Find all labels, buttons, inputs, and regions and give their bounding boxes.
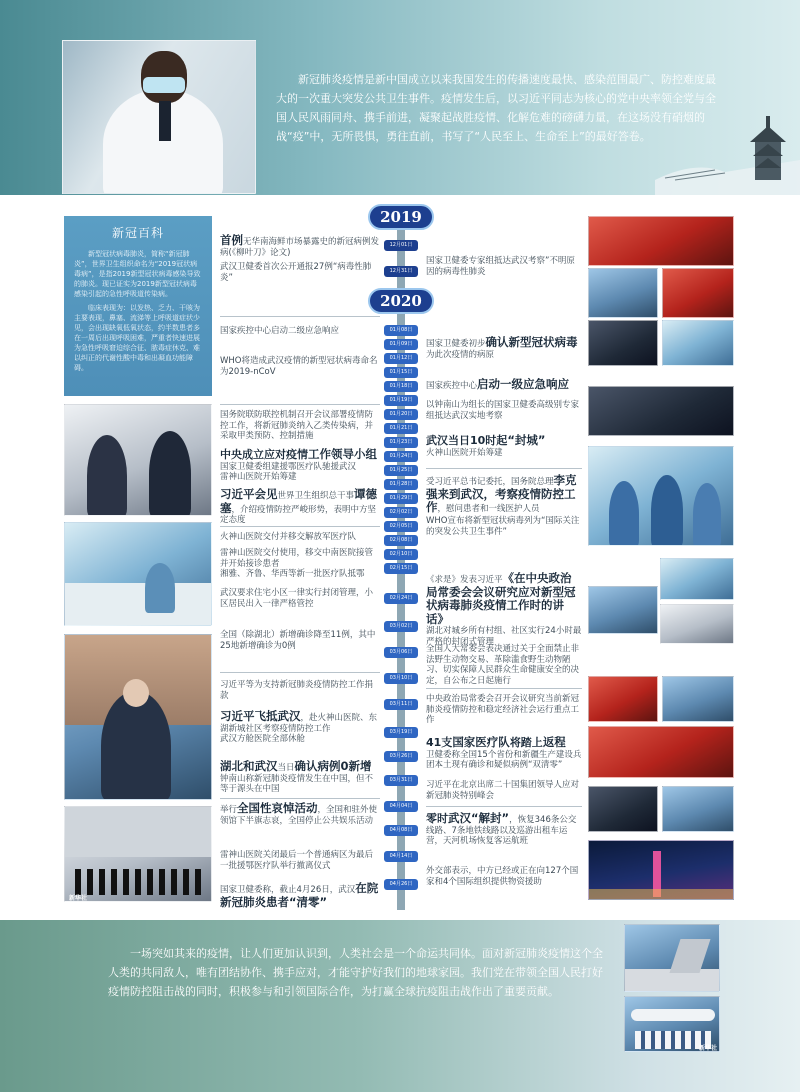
event-meet-tedros: 习近平会见世界卫生组织总干事谭德塞，介绍疫情防控严峻形势，表明中方坚定态度: [220, 487, 378, 525]
event-level1-response: 国家疾控中心启动一级应急响应: [426, 377, 570, 391]
peoples-hospital-photo: [588, 676, 658, 722]
event-politburo-meeting: 中央政治局常委会召开会议研究当前新冠肺炎疫情防控和稳定经济社会运行重点工作: [426, 694, 580, 725]
timeline-date: 02月05日: [384, 521, 418, 532]
event-huoshenshan: 火神山医院交付并移交解放军医疗队: [220, 532, 357, 542]
airport-photo: [662, 676, 734, 722]
timeline-date: 01月21日: [384, 423, 418, 434]
event-visit-wuhan: 习近平飞抵武汉，赴火神山医院、东湖新城社区考察疫情防控工作 武汉方舱医院全部休舱: [220, 709, 378, 744]
timeline-date: 12月01日: [384, 240, 418, 251]
watermark-xinhua: 新华社: [69, 895, 88, 902]
event-state-council: 国务院联防联控机制召开会议部署疫情防控工作，将新冠肺炎纳入乙类传染病，并采取甲类预防、控制措施: [220, 410, 374, 441]
event-leishenshan: 雷神山医院交付使用，移交中南医院接管并开始接诊患者 湘雅、齐鲁、华西等新一批医疗队抵鄂: [220, 548, 374, 579]
timeline-date: 04月08日: [384, 825, 418, 836]
event-patients-cleared: 国家卫健委称，截止4月26日，武汉在院新冠肺炎患者“清零”: [220, 881, 379, 909]
event-first-case: 首例无华南海鲜市场暴露史的新冠病例发病(《柳叶刀》论文): [220, 233, 380, 258]
ward-photo-c: [660, 604, 734, 644]
timeline-date: 02月08日: [384, 535, 418, 546]
event-wildlife-ban: 全国人大常委会表决通过关于全面禁止非法野生动物交易、革除滥食野生动物陋习、切实保障人民群众生命健康安全的决定，自公布之日起施行: [426, 644, 580, 686]
event-leading-group: 中央成立应对疫情工作领导小组 国家卫健委组建援鄂医疗队驰援武汉 雷神山医院开始筹建: [220, 447, 377, 482]
timeline-date: 03月19日: [384, 727, 418, 738]
timeline-date: 01月18日: [384, 381, 418, 392]
event-donation: 习近平等为支持新冠肺炎疫情防控工作捐款: [220, 680, 374, 701]
aid-plane-team-photo: [624, 996, 720, 1052]
motorcycle-photo: [588, 320, 658, 366]
event-pheic: WHO宣布将新型冠状病毒列为“国际关注的突发公共卫生事件”: [426, 516, 580, 537]
timeline-date: 04月04日: [384, 801, 418, 812]
covid-encyclopedia-box: [64, 216, 212, 396]
timeline-date: 01月29日: [384, 493, 418, 504]
city-lockdown-photo: [588, 386, 734, 436]
event-leishenshan-closed: 雷神山医院关闭最后一个普通病区为最后一批援鄂医疗队举行撤离仪式: [220, 850, 374, 871]
ward-photo-a: [660, 558, 734, 600]
timeline-date: 03月11日: [384, 699, 418, 710]
timeline-date: 01月20日: [384, 409, 418, 420]
timeline-date: 01月25日: [384, 465, 418, 476]
aid-plane-cargo-photo: [624, 924, 720, 992]
event-virus-confirmed: 国家卫健委初步确认新型冠状病毒为此次疫情的病原: [426, 335, 578, 360]
intro-paragraph: 新冠肺炎疫情是新中国成立以来我国发生的传播速度最快、感染范围最广、防控难度最大的一次重大突发公共卫生事件。疫情发生后，以习近平同志为核心的党中央率领全党与全国人民风雨同舟、携手前进，凝聚起战胜疫情、化解危难的磅礴力量，在这场没有硝烟的战“疫”中，无所畏惧，勇往直前，书写了“人民至上、生命至上”的最好答卷。: [276, 73, 716, 143]
national-mourning-photo: [64, 806, 212, 902]
year-2019-badge: 2019: [368, 204, 434, 230]
event-foreign-aid: 外交部表示，中方已经或正在向127个国家和4个国际组织提供物资援助: [426, 866, 579, 887]
event-community-lockdown: 武汉要求住宅小区一律实行封闭管理，小区居民出入一律严格管控: [220, 588, 374, 609]
event-zero-new-cases: 湖北和武汉当日确认病例0新增 钟南山称新冠肺炎疫情发生在中国，但不等于源头在中国: [220, 759, 374, 794]
event-qiushi-speech: 《求是》发表习近平《在中央政治局常委会会议研究应对新型冠状病毒肺炎疫情工作时的讲话》 湖北对城乡所有村组、社区实行24小时最严格的封闭式管理: [426, 571, 582, 647]
timeline-date: 01月08日: [384, 325, 418, 336]
divider: [220, 672, 380, 673]
year-2020-badge: 2020: [368, 288, 434, 314]
divider: [426, 688, 582, 689]
timeline-date: 03月26日: [384, 751, 418, 762]
outro-paragraph: 一场突如其来的疫情，让人们更加认识到，人类社会是一个命运共同体。面对新冠肺炎疫情这个全人类的共同敌人，唯有团结协作、携手应对，才能守护好我们的地球家园。我们党在带领全国人民打好疫情防控阻击战的同时，积极参与和引领国际合作，为打赢全球抗疫阻击战作出了重要贡献。: [108, 947, 603, 998]
divider: [220, 526, 380, 527]
event-new-cases-drop: 全国（除湖北）新增确诊降至11例，其中25地新增确诊为0例: [220, 630, 376, 651]
event-teams-return: 41支国家医疗队将踏上返程 卫健委称全国15个省份和新疆生产建设兵团本土现有确诊和疑似病例“双清零”: [426, 735, 582, 770]
timeline-date: 01月28日: [384, 479, 418, 490]
divider: [220, 798, 380, 799]
summit-photo: [588, 786, 658, 832]
medical-staff-photo: [588, 446, 734, 546]
watermark-xinhua-2: 新华社: [699, 1045, 718, 1052]
timeline-date: 01月09日: [384, 339, 418, 350]
timeline-date: 04月26日: [384, 879, 418, 890]
hospital-construction-photo: [64, 522, 212, 626]
timeline-date: 01月24日: [384, 451, 418, 462]
timeline-date: 03月10日: [384, 673, 418, 684]
medical-team-photo: [588, 216, 734, 266]
divider: [220, 316, 380, 317]
timeline-date: 03月31日: [384, 775, 418, 786]
wuhan-night-photo: [588, 840, 734, 900]
encyclopedia-definition: 新型冠状病毒肺炎，简称“新冠肺炎”，世界卫生组织命名为“2019冠状病毒病”，是指2019新型冠状病毒感染导致的肺炎。现已证实为2019新型冠状病毒感染引起的急性呼吸道传染病。: [74, 250, 201, 298]
supply-truck-photo: [588, 268, 658, 318]
event-who-naming: WHO将造成武汉疫情的新型冠状病毒命名为2019-nCoV: [220, 356, 378, 377]
event-wuhan-report: 武汉卫健委首次公开通报27例“病毒性肺炎”: [220, 262, 372, 283]
timeline-date: 01月23日: [384, 437, 418, 448]
timeline-date: 02月02日: [384, 507, 418, 518]
farewell-photo: [588, 726, 734, 778]
timeline-date: 01月12日: [384, 353, 418, 364]
red-truck-photo: [662, 268, 734, 318]
leader-portrait-photo: [62, 40, 256, 194]
timeline-date: 12月31日: [384, 266, 418, 277]
timeline-date: 04月14日: [384, 851, 418, 862]
timeline-date: 01月19日: [384, 395, 418, 406]
timeline-date: 02月24日: [384, 593, 418, 604]
encyclopedia-symptoms: 临床表现为：以发热、乏力、干咳为主要表现，鼻塞、流涕等上呼吸道症状少见，会出现缺氧低氧状态，约半数患者多在一周后出现呼吸困难，严重者快速进展为急性呼吸窘迫综合征、脓毒症休克、难以纠正的代谢性酸中毒和出凝血功能障碍。: [74, 304, 200, 372]
timeline-date: 01月15日: [384, 367, 418, 378]
ward-photo-b: [588, 586, 658, 634]
checkpoint-photo: [662, 320, 734, 366]
divider: [220, 404, 380, 405]
event-level2-response: 国家疾控中心启动二级应急响应: [220, 326, 340, 336]
event-expert-team: 国家卫健委专家组抵达武汉考察”不明原因的病毒性肺炎: [426, 256, 575, 277]
timeline-date: 02月10日: [384, 549, 418, 560]
event-wuhan-reopen: 零时武汉“解封”，恢复346条公交线路、7条地铁线路以及巡游出租车运营，天河机场恢复客运航班: [426, 811, 577, 846]
meeting-handshake-photo: [64, 404, 212, 516]
yellow-crane-tower-skyline: [655, 100, 800, 195]
video-summit-photo: [662, 786, 734, 832]
event-mourning: 举行全国性哀悼活动，全国和驻外使领馆下半旗志哀，全国停止公共娱乐活动: [220, 801, 378, 826]
event-g20-summit: 习近平在北京出席二十国集团领导人应对新冠肺炎特别峰会: [426, 780, 580, 801]
event-zhongnanshan: 以钟南山为组长的国家卫健委高级别专家组抵达武汉实地考察: [426, 400, 580, 421]
divider: [426, 468, 582, 469]
encyclopedia-title: 新冠百科: [111, 226, 164, 240]
leader-waving-photo: [64, 634, 212, 800]
event-city-lockdown: 武汉当日10时起“封城” 火神山医院开始筹建: [426, 433, 546, 458]
timeline-date: 03月06日: [384, 647, 418, 658]
divider: [426, 806, 582, 807]
timeline-date: 03月02日: [384, 621, 418, 632]
timeline-date: 02月15日: [384, 563, 418, 574]
event-premier-visit: 受习近平总书记委托，国务院总理李克强来到武汉，考察疫情防控工作，慰问患者和一线医护人员: [426, 473, 577, 514]
